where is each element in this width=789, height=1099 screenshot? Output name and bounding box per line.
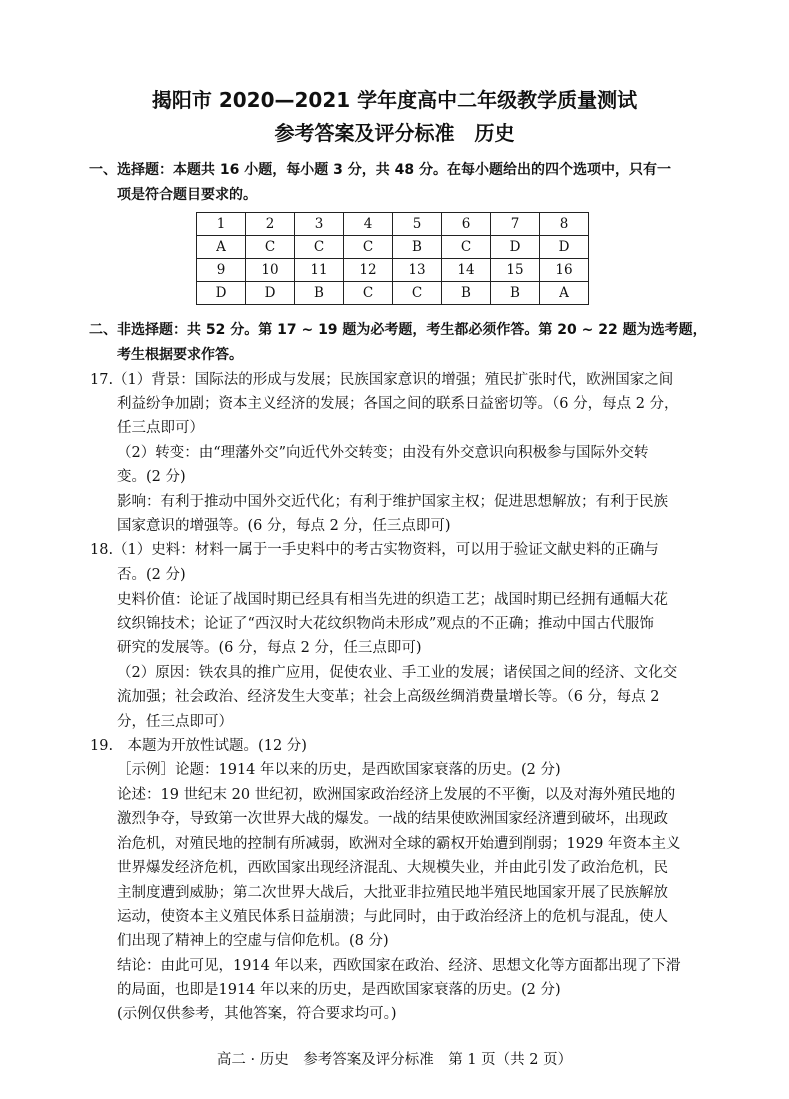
answer-table-cell: B [442, 282, 491, 305]
q19-line: 激烈争夺，导致第一次世界大战的爆发。一战的结果使欧洲国家经济遭到破坏，出现政 [117, 811, 668, 827]
answer-table-cell: 3 [295, 213, 344, 236]
q19-line: 主制度遭到威胁；第二次世界大战后，大批亚非拉殖民地半殖民地国家开展了民族解放 [117, 885, 668, 901]
answer-table-cell: D [197, 282, 246, 305]
answer-table-cell: A [540, 282, 589, 305]
section1-heading: 一、选择题：本题共 16 小题，每小题 3 分，共 48 分。在每小题给出的四个选项中，只有一 [89, 162, 671, 178]
q17-line: （2）转变：由“理藩外交”向近代外交转变；由没有外交意识向积极参与国际外交转 [117, 445, 649, 461]
answer-table-cell: 7 [491, 213, 540, 236]
q19-line: 19. 本题为开放性试题。(12 分) [90, 738, 307, 754]
q18-line: 流加强；社会政治、经济发生大变革；社会上高级丝绸消费量增长等。（6 分，每点 2 [117, 689, 660, 705]
answer-table-cell: D [491, 236, 540, 259]
answer-table [196, 212, 589, 305]
answer-table-cell: 13 [393, 259, 442, 282]
answer-table-cell: 10 [246, 259, 295, 282]
answer-table-cell: D [246, 282, 295, 305]
answer-table-cell: C [344, 282, 393, 305]
answer-table-row [197, 259, 589, 282]
document-subtitle: 参考答案及评分标准 历史 [274, 121, 515, 145]
q18-line: 18.（1）史料：材料一属于一手史料中的考古实物资料，可以用于验证文献史料的正确与 [90, 542, 659, 558]
answer-table-cell: 9 [197, 259, 246, 282]
q19-line: 结论：由此可见，1914 年以来，西欧国家在政治、经济、思想文化等方面都出现了下滑 [117, 958, 681, 974]
answer-table-cell: D [540, 236, 589, 259]
q19-line: 世界爆发经济危机，西欧国家出现经济混乱、大规模失业，并由此引发了政治危机，民 [117, 860, 668, 876]
answer-table-cell: 11 [295, 259, 344, 282]
answer-table-cell: 5 [393, 213, 442, 236]
answer-table-row [197, 213, 589, 236]
answer-table-cell: C [393, 282, 442, 305]
q18-line: 分，任三点即可） [117, 714, 233, 730]
q19-line: ［示例］论题：1914 年以来的历史，是西欧国家衰落的历史。(2 分) [117, 762, 561, 778]
q19-line: (示例仅供参考，其他答案，符合要求均可。) [117, 1006, 397, 1022]
answer-table-cell: 14 [442, 259, 491, 282]
answer-table-cell: 4 [344, 213, 393, 236]
answer-table-cell: 6 [442, 213, 491, 236]
section1-heading-cont: 项是符合题目要求的。 [117, 187, 257, 203]
answer-table-cell: B [491, 282, 540, 305]
document-title: 揭阳市 2020—2021 学年度高中二年级教学质量测试 [151, 88, 638, 112]
answer-table-cell: B [295, 282, 344, 305]
answer-table-cell: 1 [197, 213, 246, 236]
answer-table-cell: 12 [344, 259, 393, 282]
answer-table-cell: C [344, 236, 393, 259]
answer-table-cell: 2 [246, 213, 295, 236]
q17-line: 影响：有利于推动中国外交近代化；有利于维护国家主权；促进思想解放；有利于民族 [117, 494, 668, 510]
q17-line: 国家意识的增强等。(6 分，每点 2 分，任三点即可) [117, 518, 451, 534]
q19-line: 运动，使资本主义殖民体系日益崩溃；与此同时，由于政治经济上的危机与混乱，使人 [117, 909, 668, 925]
answer-table-row [197, 282, 589, 305]
q18-line: 史料价值：论证了战国时期已经具有相当先进的织造工艺；战国时期已经拥有通幅大花 [117, 592, 668, 608]
section2-heading: 二、非选择题：共 52 分。第 17 ~ 19 题为必考题，考生都必须作答。第 20 ~ 22 题为选考题， [89, 322, 707, 338]
q18-line: 研究的发展等。(6 分，每点 2 分，任三点即可) [117, 640, 422, 656]
q18-line: 否。(2 分) [117, 567, 186, 583]
answer-table-cell: 16 [540, 259, 589, 282]
q17-line: 变。(2 分) [117, 469, 186, 485]
q19-line: 的局面，也即是1914 年以来的历史，是西欧国家衰落的历史。(2 分) [117, 982, 561, 998]
q17-line: 任三点即可） [117, 420, 204, 436]
q17-line: 利益纷争加剧；资本主义经济的发展；各国之间的联系日益密切等。（6 分，每点 2 分， [117, 396, 679, 412]
q17-line: 17.（1）背景：国际法的形成与发展；民族国家意识的增强；殖民扩张时代，欧洲国家之间 [90, 372, 674, 388]
q19-line: 们出现了精神上的空虚与信仰危机。(8 分) [117, 933, 389, 949]
answer-table-cell: C [295, 236, 344, 259]
answer-table-cell: C [246, 236, 295, 259]
answer-table-row [197, 236, 589, 259]
answer-table-cell: B [393, 236, 442, 259]
q18-line: 纹织锦技术；论证了“西汉时大花纹织物尚未形成”观点的不正确；推动中国古代服饰 [117, 616, 654, 632]
answer-table-cell: C [442, 236, 491, 259]
answer-table-cell: 15 [491, 259, 540, 282]
section2-heading-cont: 考生根据要求作答。 [117, 347, 243, 363]
page-footer: 高二 · 历史 参考答案及评分标准 第 1 页（共 2 页） [216, 1052, 573, 1068]
q19-line: 论述：19 世纪末 20 世纪初，欧洲国家政治经济上发展的不平衡，以及对海外殖民地的 [117, 787, 676, 803]
q18-line: （2）原因：铁农具的推广应用，促使农业、手工业的发展；诸侯国之间的经济、文化交 [117, 665, 678, 681]
answer-table-cell: A [197, 236, 246, 259]
answer-table-cell: 8 [540, 213, 589, 236]
q19-line: 治危机，对殖民地的控制有所减弱，欧洲对全球的霸权开始遭到削弱；1929 年资本主义 [117, 836, 681, 852]
